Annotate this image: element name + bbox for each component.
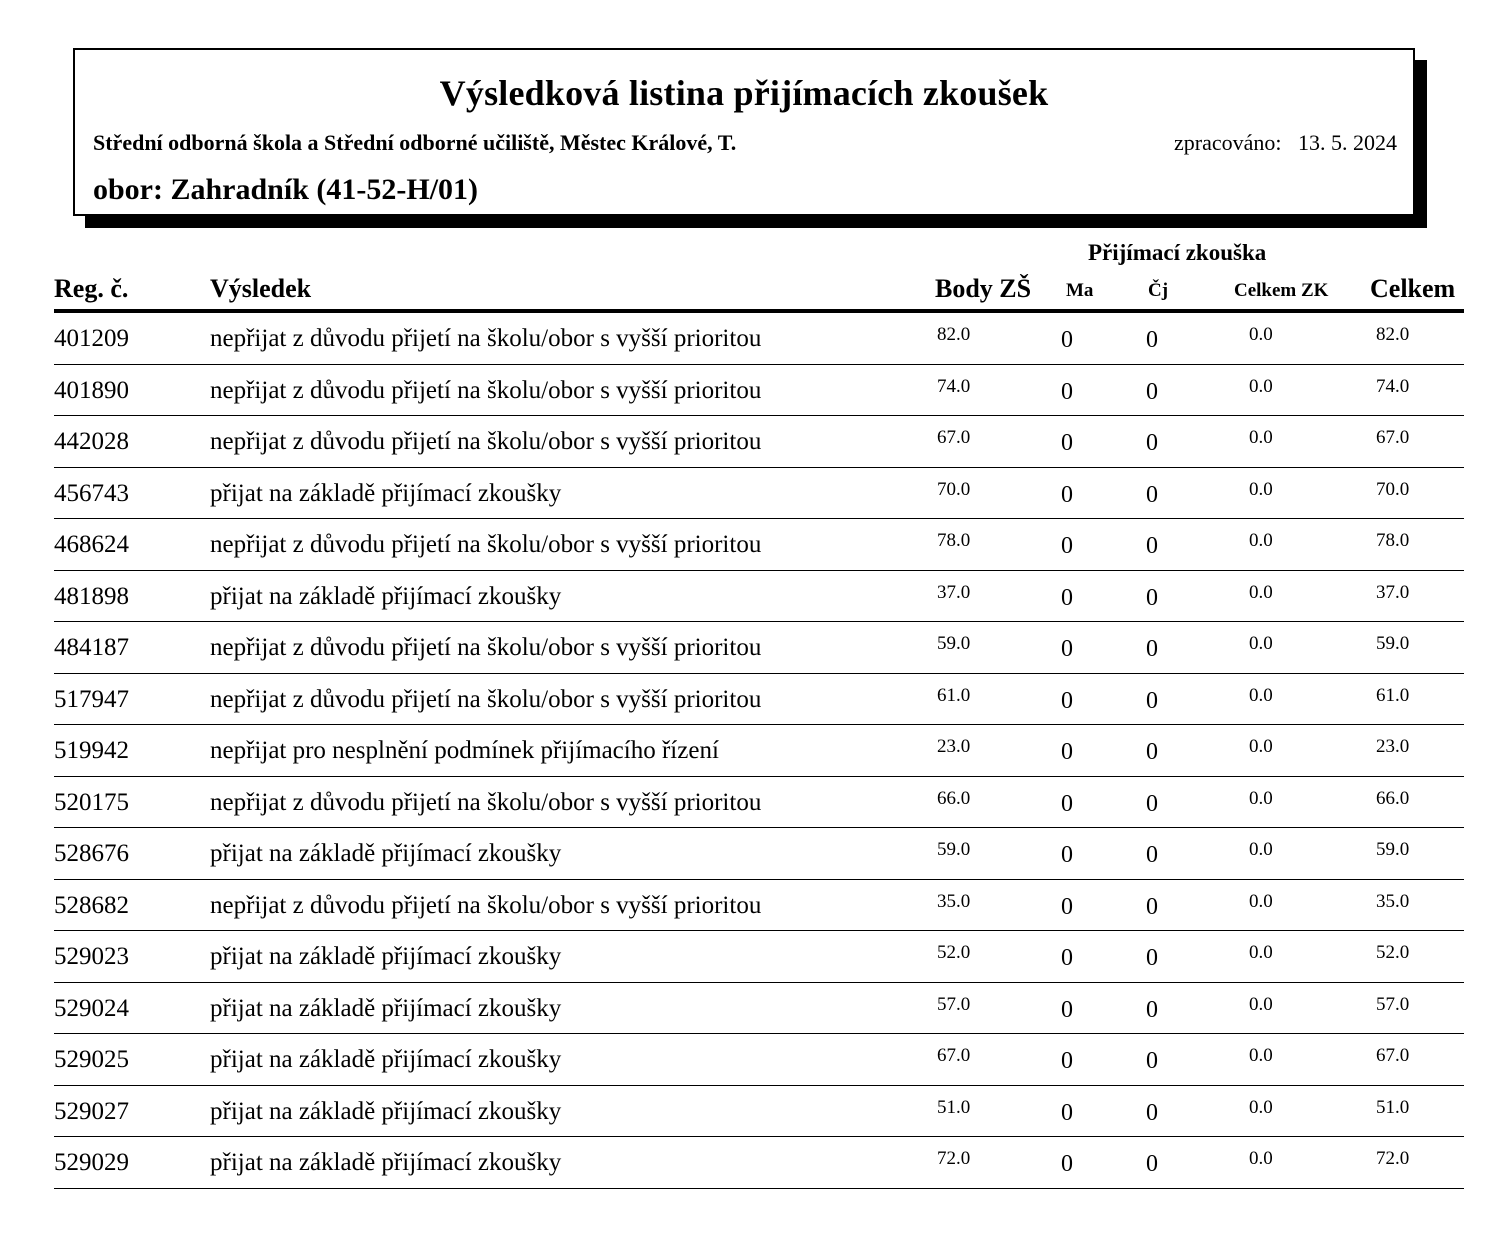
table-row	[54, 313, 1464, 365]
table-row	[54, 983, 1464, 1035]
cell-cj: 0	[1146, 327, 1158, 353]
table-row	[54, 571, 1464, 623]
cell-celkem-zk: 0.0	[1249, 478, 1273, 500]
cell-celkem-zk: 0.0	[1249, 787, 1273, 809]
field-of-study: obor: Zahradník (41-52-H/01)	[93, 173, 479, 206]
cell-cj: 0	[1146, 584, 1158, 611]
table-row	[54, 1137, 1464, 1189]
cell-body-zs: 70.0	[937, 478, 971, 500]
cell-body-zs: 35.0	[937, 890, 971, 912]
cell-reg: 529029	[54, 1149, 129, 1176]
cell-cj: 0	[1146, 533, 1158, 559]
cell-reg: 529024	[54, 994, 129, 1022]
cell-cj: 0	[1146, 1048, 1158, 1074]
cell-body-zs: 61.0	[937, 684, 971, 706]
cell-body-zs: 37.0	[937, 581, 971, 603]
cell-celkem: 59.0	[1376, 633, 1410, 654]
cell-celkem-zk: 0.0	[1249, 633, 1273, 654]
cell-cj: 0	[1146, 1099, 1158, 1126]
cell-body-zs: 51.0	[937, 1096, 971, 1118]
cell-body-zs: 59.0	[937, 633, 971, 654]
cell-ma: 0	[1061, 636, 1073, 662]
processed-label: zpracováno:	[1174, 130, 1282, 155]
cell-celkem-zk: 0.0	[1249, 427, 1273, 448]
table-row	[54, 828, 1464, 880]
cell-celkem: 67.0	[1376, 1045, 1410, 1066]
column-header-body-zs: Body ZŠ	[935, 274, 1032, 303]
table-row	[54, 365, 1464, 417]
cell-reg: 484187	[54, 634, 129, 661]
cell-ma: 0	[1061, 687, 1073, 714]
cell-celkem: 52.0	[1376, 942, 1410, 963]
cell-ma: 0	[1061, 1151, 1073, 1177]
cell-cj: 0	[1146, 481, 1158, 508]
cell-reg: 529023	[54, 943, 129, 970]
cell-cj: 0	[1146, 378, 1158, 405]
column-header-celkem-zk: Celkem ZK	[1234, 280, 1329, 301]
cell-ma: 0	[1061, 842, 1073, 868]
cell-celkem-zk: 0.0	[1249, 581, 1273, 603]
cell-celkem: 70.0	[1376, 478, 1410, 500]
cell-cj: 0	[1146, 739, 1158, 765]
cell-ma: 0	[1061, 327, 1073, 353]
cell-reg: 519942	[54, 737, 129, 764]
cell-celkem: 59.0	[1376, 839, 1410, 860]
cell-ma: 0	[1061, 430, 1073, 456]
cell-celkem: 37.0	[1376, 581, 1410, 603]
table-row	[54, 622, 1464, 674]
table-row	[54, 416, 1464, 468]
document-title: Výsledková listina přijímacích zkoušek	[439, 73, 1049, 113]
cell-result: nepřijat z důvodu přijetí na školu/obor s vyšší prioritou	[210, 634, 762, 661]
cell-ma: 0	[1061, 996, 1073, 1023]
cell-cj: 0	[1146, 687, 1158, 714]
table-row	[54, 880, 1464, 932]
cell-celkem: 57.0	[1376, 993, 1410, 1015]
results-table-body	[54, 313, 1464, 1189]
cell-result: přijat na základě přijímací zkoušky	[210, 582, 562, 610]
cell-body-zs: 72.0	[937, 1148, 971, 1169]
cell-reg: 456743	[54, 479, 129, 507]
cell-celkem: 51.0	[1376, 1096, 1410, 1118]
cell-result: nepřijat z důvodu přijetí na školu/obor s vyšší prioritou	[210, 891, 762, 919]
cell-celkem-zk: 0.0	[1249, 324, 1273, 345]
table-row	[54, 725, 1464, 777]
cell-body-zs: 74.0	[937, 375, 971, 397]
entrance-exam-group-header: Přijímací zkouška	[1088, 240, 1267, 265]
cell-celkem-zk: 0.0	[1249, 684, 1273, 706]
cell-body-zs: 78.0	[937, 530, 971, 551]
cell-body-zs: 67.0	[937, 1045, 971, 1066]
cell-reg: 442028	[54, 428, 129, 455]
cell-cj: 0	[1146, 636, 1158, 662]
cell-cj: 0	[1146, 1151, 1158, 1177]
cell-result: nepřijat z důvodu přijetí na školu/obor s vyšší prioritou	[210, 788, 762, 816]
table-row	[54, 777, 1464, 829]
cell-ma: 0	[1061, 739, 1073, 765]
cell-reg: 401890	[54, 376, 129, 404]
cell-result: nepřijat z důvodu přijetí na školu/obor s vyšší prioritou	[210, 531, 762, 558]
cell-celkem-zk: 0.0	[1249, 530, 1273, 551]
cell-reg: 520175	[54, 788, 129, 816]
table-row	[54, 674, 1464, 726]
cell-result: nepřijat z důvodu přijetí na školu/obor s vyšší prioritou	[210, 428, 762, 455]
cell-result: přijat na základě přijímací zkoušky	[210, 1149, 562, 1176]
cell-celkem: 82.0	[1376, 324, 1410, 345]
cell-ma: 0	[1061, 790, 1073, 817]
cell-celkem-zk: 0.0	[1249, 890, 1273, 912]
cell-result: přijat na základě přijímací zkoušky	[210, 943, 562, 970]
table-row	[54, 1034, 1464, 1086]
cell-ma: 0	[1061, 1099, 1073, 1126]
school-name: Střední odborná škola a Střední odborné učiliště, Městec Králové, T.	[93, 130, 737, 155]
table-row	[54, 519, 1464, 571]
cell-celkem-zk: 0.0	[1249, 1096, 1273, 1118]
cell-reg: 528676	[54, 840, 129, 867]
cell-reg: 528682	[54, 891, 129, 919]
cell-cj: 0	[1146, 996, 1158, 1023]
cell-celkem: 61.0	[1376, 684, 1410, 706]
cell-cj: 0	[1146, 842, 1158, 868]
cell-reg: 468624	[54, 531, 129, 558]
cell-result: přijat na základě přijímací zkoušky	[210, 479, 562, 507]
cell-cj: 0	[1146, 893, 1158, 920]
column-header-reg: Reg. č.	[54, 274, 129, 303]
cell-result: přijat na základě přijímací zkoušky	[210, 840, 562, 867]
cell-result: přijat na základě přijímací zkoušky	[210, 994, 562, 1022]
cell-body-zs: 66.0	[937, 787, 971, 809]
cell-ma: 0	[1061, 945, 1073, 971]
cell-body-zs: 57.0	[937, 993, 971, 1015]
column-header-ma: Ma	[1066, 280, 1094, 301]
cell-cj: 0	[1146, 790, 1158, 817]
cell-ma: 0	[1061, 1048, 1073, 1074]
cell-reg: 529027	[54, 1097, 129, 1125]
cell-result: nepřijat z důvodu přijetí na školu/obor s vyšší prioritou	[210, 685, 762, 713]
cell-celkem-zk: 0.0	[1249, 839, 1273, 860]
table-row	[54, 931, 1464, 983]
cell-celkem-zk: 0.0	[1249, 736, 1273, 757]
column-header-cj: Čj	[1148, 280, 1169, 301]
cell-reg: 481898	[54, 582, 129, 610]
processed-date-line	[1174, 130, 1397, 156]
cell-body-zs: 23.0	[937, 736, 971, 757]
cell-ma: 0	[1061, 893, 1073, 920]
cell-celkem: 72.0	[1376, 1148, 1410, 1169]
cell-celkem: 74.0	[1376, 375, 1410, 397]
cell-ma: 0	[1061, 533, 1073, 559]
column-header-result: Výsledek	[210, 274, 312, 303]
cell-result: nepřijat z důvodu přijetí na školu/obor s vyšší prioritou	[210, 376, 762, 404]
cell-celkem-zk: 0.0	[1249, 942, 1273, 963]
cell-ma: 0	[1061, 378, 1073, 405]
cell-body-zs: 82.0	[937, 324, 971, 345]
cell-celkem: 67.0	[1376, 427, 1410, 448]
cell-body-zs: 67.0	[937, 427, 971, 448]
table-row	[54, 1086, 1464, 1138]
cell-ma: 0	[1061, 481, 1073, 508]
cell-reg: 401209	[54, 325, 129, 352]
cell-result: nepřijat pro nesplnění podmínek přijímacího řízení	[210, 737, 719, 764]
cell-result: přijat na základě přijímací zkoušky	[210, 1046, 562, 1073]
cell-result: přijat na základě přijímací zkoušky	[210, 1097, 562, 1125]
cell-reg: 517947	[54, 685, 129, 713]
cell-cj: 0	[1146, 430, 1158, 456]
processed-date: 13. 5. 2024	[1298, 130, 1397, 155]
cell-celkem-zk: 0.0	[1249, 1148, 1273, 1169]
cell-celkem: 35.0	[1376, 890, 1410, 912]
cell-celkem: 66.0	[1376, 787, 1410, 809]
cell-cj: 0	[1146, 945, 1158, 971]
cell-reg: 529025	[54, 1046, 129, 1073]
column-header-celkem: Celkem	[1370, 274, 1456, 303]
cell-celkem-zk: 0.0	[1249, 1045, 1273, 1066]
cell-celkem: 23.0	[1376, 736, 1410, 757]
cell-celkem: 78.0	[1376, 530, 1410, 551]
table-row	[54, 468, 1464, 520]
document-header-box	[73, 48, 1415, 216]
cell-ma: 0	[1061, 584, 1073, 611]
cell-celkem-zk: 0.0	[1249, 375, 1273, 397]
cell-result: nepřijat z důvodu přijetí na školu/obor s vyšší prioritou	[210, 325, 762, 352]
cell-celkem-zk: 0.0	[1249, 993, 1273, 1015]
cell-body-zs: 59.0	[937, 839, 971, 860]
cell-body-zs: 52.0	[937, 942, 971, 963]
